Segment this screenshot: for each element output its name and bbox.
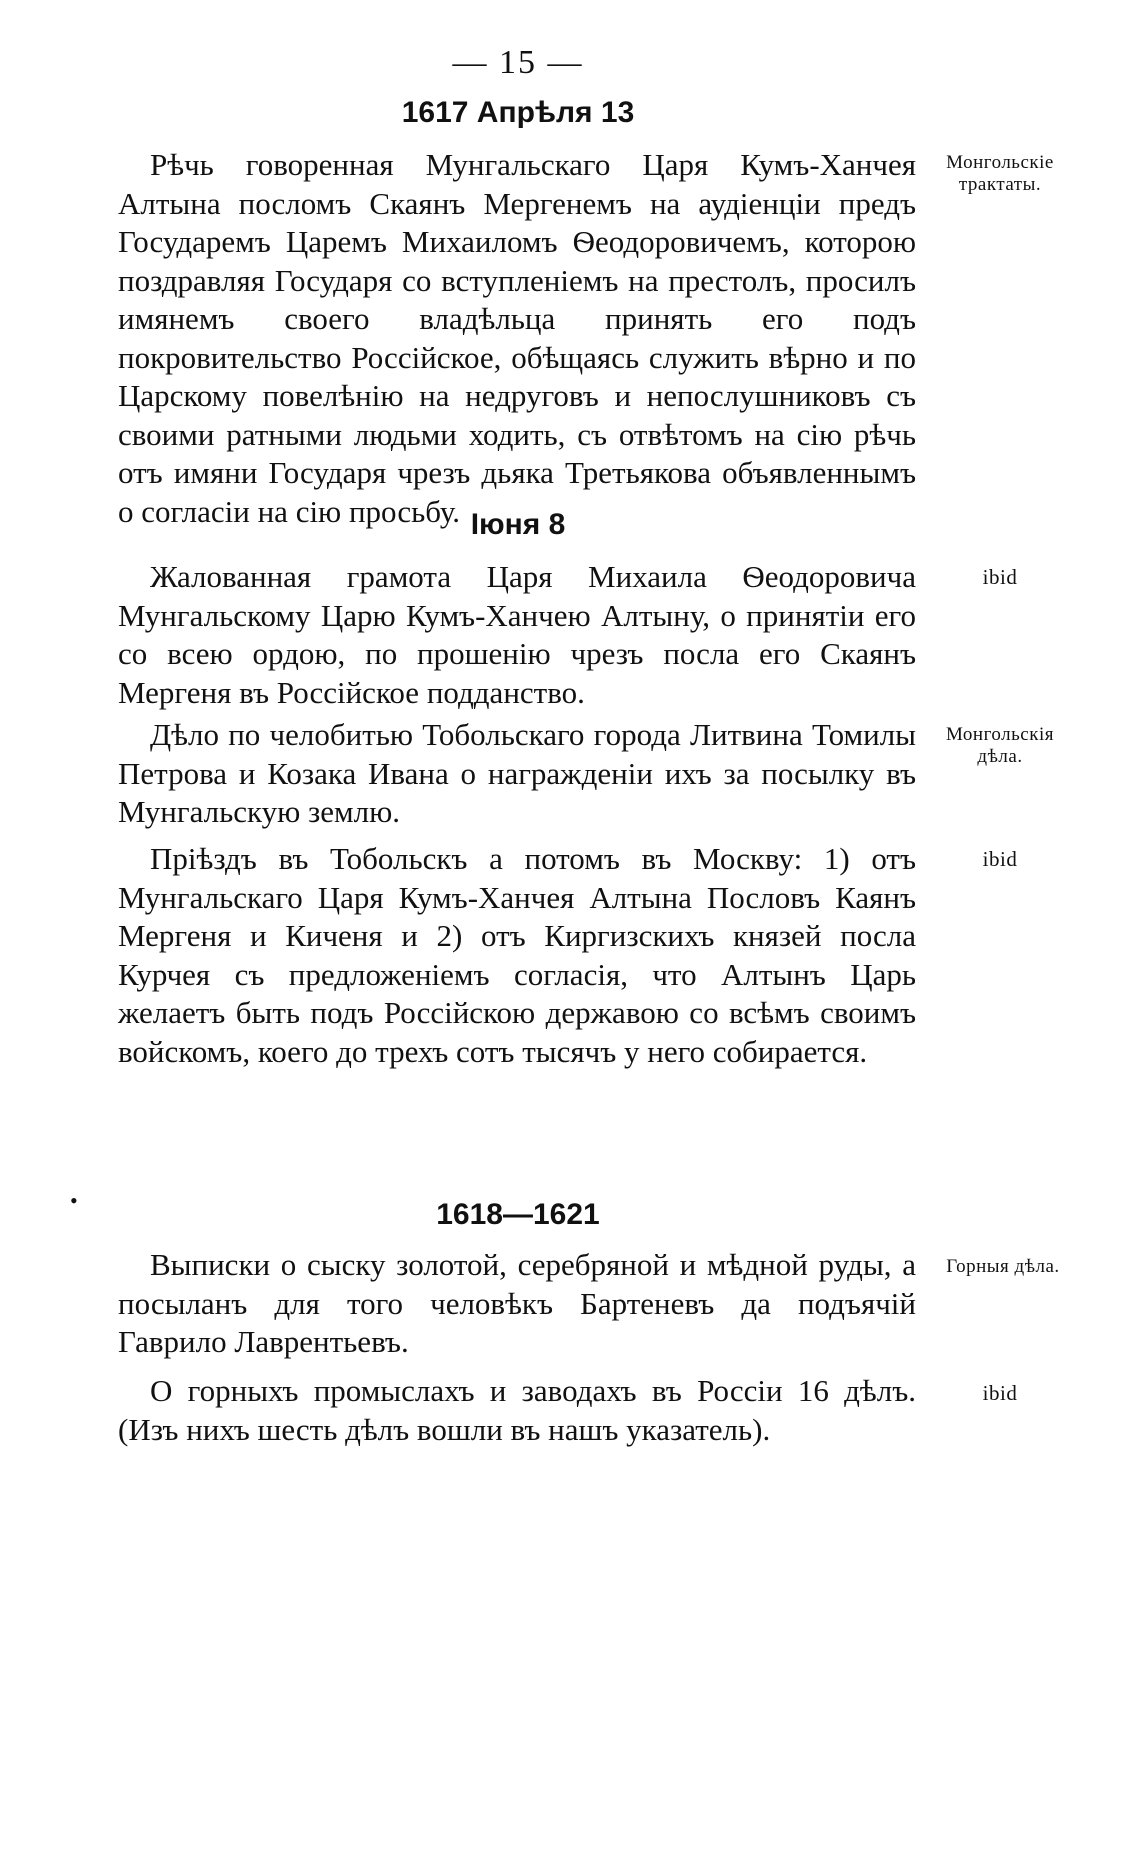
entry-text: О горныхъ промыслахъ и заводахъ въ Россіи 16 дѣлъ. (Изъ нихъ шесть дѣлъ вошли въ нашъ указатель). (118, 1373, 916, 1447)
entry-ore-search (118, 1246, 916, 1362)
entry-arrival-envoys (118, 840, 916, 1071)
margin-note-mining-affairs: Горныя дѣла. (946, 1256, 1060, 1277)
entry-text: Жалованная грамота Царя Михаила Ѳеодоровича Мунгальскому Царю Кумъ-Ханчею Алтыну, о принятіи его со всею ордою, по прошенію чрезъ посла его Скаянъ Мергеня въ Россійское подданство. (118, 559, 916, 710)
entry-text: Выписки о сыску золотой, серебряной и мѣдной руды, а посыланъ для того человѣкъ Бартеневъ да подъячій Гаврило Лаврентьевъ. (118, 1247, 916, 1359)
page-number: — 15 — (452, 44, 584, 81)
entry-text: Пріѣздъ въ Тобольскъ а потомъ въ Москву: 1) отъ Мунгальскаго Царя Кумъ-Ханчея Алтына Пословъ Каянъ Мергеня и Киченя и 2) отъ Киргизскихъ князей посла Курчея съ предложеніемъ согласія, что Алтынъ Царь желаетъ быть подъ Россійскою державою со всѣмъ своимъ войскомъ, коего до трехъ сотъ тысячъ у него собирается. (118, 841, 916, 1069)
entry-text: Дѣло по челобитью Тобольскаго города Литвина Томилы Петрова и Козака Ивана о награжденіи ихъ за посылку въ Мунгальскую землю. (118, 717, 916, 829)
entry-charter-mikhail (118, 558, 916, 712)
margin-note-mongol-treaties: Монгольскіе трактаты. (946, 152, 1054, 195)
entry-text: Рѣчь говоренная Мунгальскаго Царя Кумъ-Ханчея Алтына посломъ Скаянъ Мергенемъ на аудіенціи предъ Государемъ Царемъ Михаиломъ Ѳеодоровичемъ, которою поздравляя Государя со вступленіемъ на престолъ, просилъ имянемъ своего владѣльца принять его подъ покровительство Россійское, обѣщаясь служить вѣрно и по Царскому повелѣнію на недруговъ и непослушниковъ съ своими ратными людьми ходить, съ отвѣтомъ на сію рѣчь отъ имяни Государя чрезъ дьяка Третьякова объявленнымъ о согласіи на сію просьбу. (118, 147, 916, 529)
margin-note-ibid: ibid (982, 847, 1018, 871)
section-heading-june-8: Іюня 8 (470, 508, 566, 541)
entry-speech-mungal-tsar (118, 146, 916, 531)
margin-note-ibid: ibid (982, 565, 1018, 589)
section-heading-1617-april: 1617 Апрѣля 13 (401, 96, 635, 129)
stray-mark: • (70, 1188, 78, 1213)
section-heading-1618-1621: 1618—1621 (436, 1198, 600, 1231)
margin-note-mongol-affairs: Монгольскія дѣла. (946, 724, 1054, 767)
margin-note-ibid: ibid (982, 1381, 1018, 1405)
entry-petition-tobolsk (118, 716, 916, 832)
entry-mining-industries (118, 1372, 916, 1449)
